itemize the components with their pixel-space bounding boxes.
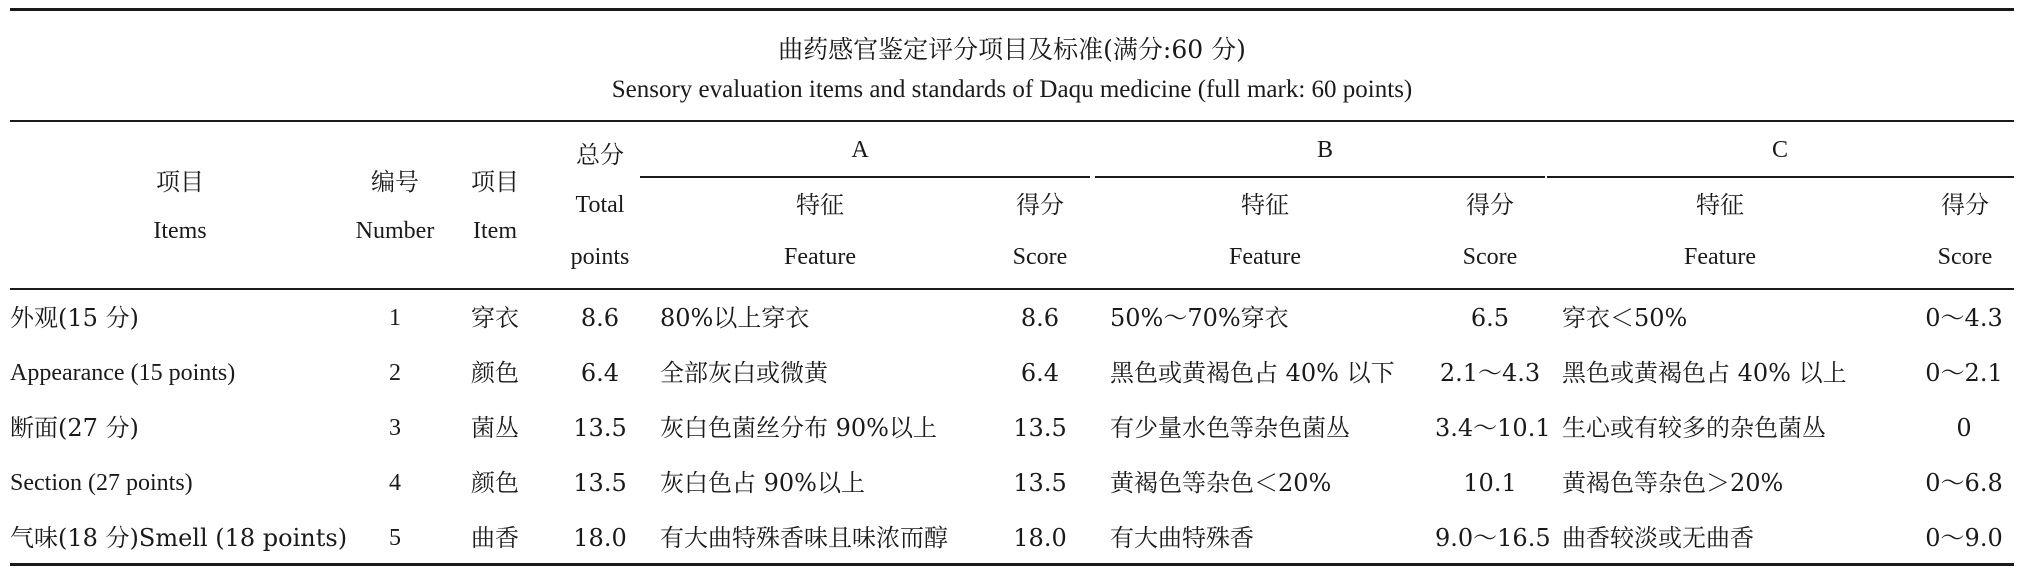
row-2-a-feature: 全部灰白或微黄 bbox=[660, 359, 828, 387]
row-4-a-feature: 灰白色占 90%以上 bbox=[660, 469, 865, 497]
row-4-items: Section (27 points) bbox=[10, 470, 193, 496]
row-1-a-feature: 80%以上穿衣 bbox=[660, 304, 810, 332]
row-5-a-score: 18.0 bbox=[1013, 524, 1067, 552]
b-feature-zh: 特征 bbox=[1241, 191, 1289, 219]
row-3-a-feature: 灰白色菌丝分布 90%以上 bbox=[660, 414, 937, 442]
row-5-a-feature: 有大曲特殊香味且味浓而醇 bbox=[660, 524, 948, 552]
header-total-zh: 总分 bbox=[576, 141, 624, 169]
c-score-zh: 得分 bbox=[1941, 191, 1989, 219]
row-2-number: 2 bbox=[389, 360, 401, 386]
a-score-zh: 得分 bbox=[1016, 191, 1064, 219]
a-feature-zh: 特征 bbox=[796, 191, 844, 219]
row-3-number: 3 bbox=[389, 415, 401, 441]
header-number-en: Number bbox=[355, 218, 435, 244]
row-3-c-feature: 生心或有较多的杂色菌丛 bbox=[1562, 414, 1826, 442]
a-feature-en: Feature bbox=[784, 244, 856, 270]
row-5-c-score: 0～9.0 bbox=[1925, 524, 2003, 552]
row-2-item: 颜色 bbox=[471, 359, 519, 387]
row-2-total: 6.4 bbox=[580, 359, 620, 387]
row-1-b-score: 6.5 bbox=[1470, 304, 1510, 332]
table-top-rule bbox=[10, 8, 2014, 11]
row-3-b-score: 3.4～10.1 bbox=[1435, 414, 1551, 442]
group-c-rule bbox=[1547, 176, 2014, 178]
table-bottom-rule bbox=[10, 563, 2014, 566]
row-5-c-feature: 曲香较淡或无曲香 bbox=[1562, 524, 1754, 552]
group-c-header: C bbox=[1771, 137, 1788, 163]
a-score-en: Score bbox=[1012, 244, 1068, 270]
row-2-b-feature: 黑色或黄褐色占 40% 以下 bbox=[1110, 359, 1395, 387]
group-b-header: B bbox=[1316, 137, 1333, 163]
row-3-b-feature: 有少量水色等杂色菌丛 bbox=[1110, 414, 1350, 442]
header-total-en-1: Total bbox=[575, 192, 625, 218]
row-2-a-score: 6.4 bbox=[1020, 359, 1060, 387]
row-3-total: 13.5 bbox=[573, 414, 627, 442]
caption-chinese: 曲药感官鉴定评分项目及标准(满分:60 分) bbox=[778, 35, 1246, 64]
row-1-item: 穿衣 bbox=[471, 304, 519, 332]
row-2-c-score: 0～2.1 bbox=[1925, 359, 2003, 387]
header-items-zh: 项目 bbox=[156, 168, 204, 196]
row-5-number: 5 bbox=[389, 525, 401, 551]
b-score-zh: 得分 bbox=[1466, 191, 1514, 219]
row-3-item: 菌丛 bbox=[471, 414, 519, 442]
row-2-c-feature: 黑色或黄褐色占 40% 以上 bbox=[1562, 359, 1847, 387]
header-items-en: Items bbox=[153, 218, 207, 244]
row-3-a-score: 13.5 bbox=[1013, 414, 1067, 442]
row-5-total: 18.0 bbox=[573, 524, 627, 552]
row-1-a-score: 8.6 bbox=[1020, 304, 1060, 332]
header-item-en: Item bbox=[473, 218, 517, 244]
header-rule bbox=[10, 288, 2014, 290]
row-4-item: 颜色 bbox=[471, 469, 519, 497]
header-total-en-2: points bbox=[570, 244, 630, 270]
row-1-total: 8.6 bbox=[580, 304, 620, 332]
row-5-b-score: 9.0～16.5 bbox=[1435, 524, 1551, 552]
row-4-b-feature: 黄褐色等杂色＜20% bbox=[1110, 469, 1332, 497]
group-a-header: A bbox=[851, 137, 869, 163]
row-1-c-score: 0～4.3 bbox=[1925, 304, 2003, 332]
group-a-rule bbox=[640, 176, 1090, 178]
row-1-number: 1 bbox=[389, 305, 401, 331]
row-5-item: 曲香 bbox=[471, 524, 519, 552]
row-4-a-score: 13.5 bbox=[1013, 469, 1067, 497]
group-b-rule bbox=[1095, 176, 1545, 178]
c-feature-zh: 特征 bbox=[1696, 191, 1744, 219]
row-4-c-score: 0～6.8 bbox=[1925, 469, 2003, 497]
b-score-en: Score bbox=[1462, 244, 1518, 270]
row-1-b-feature: 50%～70%穿衣 bbox=[1110, 304, 1289, 332]
b-feature-en: Feature bbox=[1229, 244, 1301, 270]
header-number-zh: 编号 bbox=[371, 168, 419, 196]
row-3-c-score: 0 bbox=[1956, 414, 1972, 442]
row-4-number: 4 bbox=[389, 470, 401, 496]
row-3-items: 断面(27 分) bbox=[10, 414, 139, 442]
c-feature-en: Feature bbox=[1684, 244, 1756, 270]
row-2-b-score: 2.1～4.3 bbox=[1439, 359, 1541, 387]
caption-rule bbox=[10, 120, 2014, 122]
row-1-items: 外观(15 分) bbox=[10, 304, 139, 332]
row-4-c-feature: 黄褐色等杂色＞20% bbox=[1562, 469, 1784, 497]
row-5-items: 气味(18 分)Smell (18 points) bbox=[10, 524, 348, 552]
caption-english: Sensory evaluation items and standards of Daqu medicine (full mark: 60 points) bbox=[611, 76, 1413, 103]
header-item-zh: 项目 bbox=[471, 168, 519, 196]
row-5-b-feature: 有大曲特殊香 bbox=[1110, 524, 1254, 552]
row-4-total: 13.5 bbox=[573, 469, 627, 497]
row-2-items: Appearance (15 points) bbox=[10, 360, 236, 386]
row-1-c-feature: 穿衣＜50% bbox=[1562, 304, 1688, 332]
row-4-b-score: 10.1 bbox=[1463, 469, 1517, 497]
c-score-en: Score bbox=[1937, 244, 1993, 270]
